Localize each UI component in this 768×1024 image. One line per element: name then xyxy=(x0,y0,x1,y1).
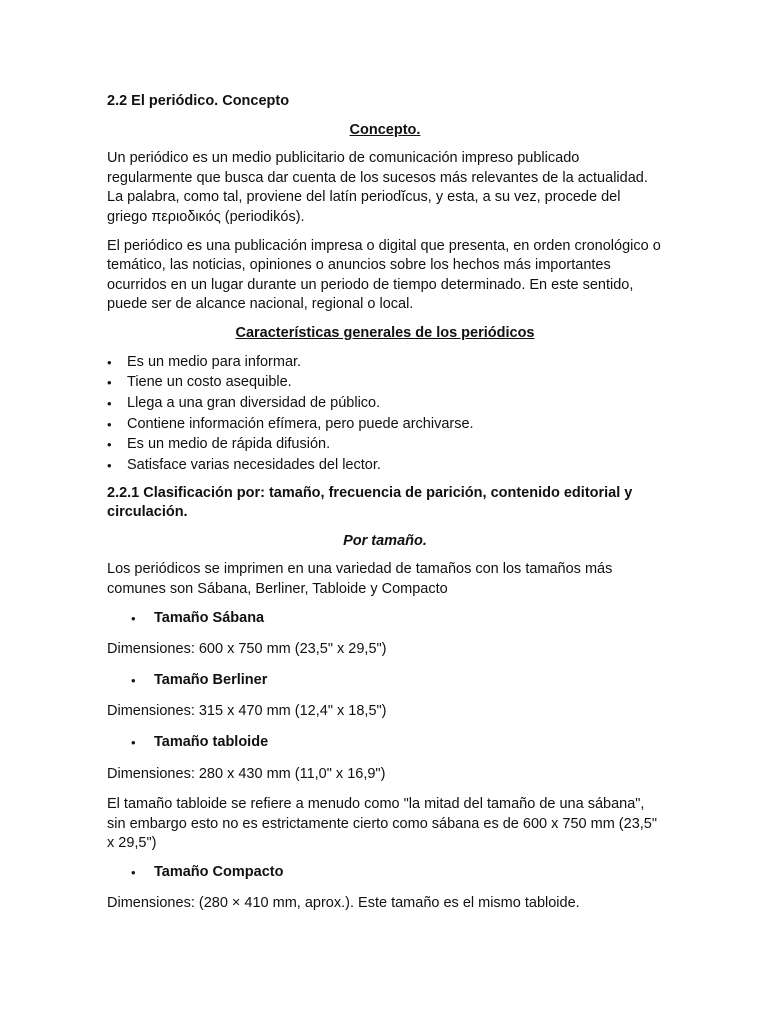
bullet-icon: • xyxy=(107,375,112,391)
size-name: Tamaño Compacto xyxy=(154,863,284,880)
list-item xyxy=(107,435,663,455)
size-name: Tamaño tabloide xyxy=(154,733,269,750)
size-name: Tamaño Sábana xyxy=(154,609,265,626)
list-item-text: Satisface varias necesidades del lector. xyxy=(127,456,381,473)
list-item xyxy=(107,394,663,414)
characteristics-title: Características generales de los periódicos xyxy=(235,324,535,341)
list-item xyxy=(107,415,663,435)
list-item-text: Es un medio de rápida difusión. xyxy=(127,436,331,453)
intro-paragraph-2: El periódico es una publicación impresa o digital que presenta, en orden cronológico o temático, las noticias, opiniones o anuncios sobre los hechos más importantes ocurridos en un lugar durante un periodo de tiempo determinado. En este sentido, puede ser de alcance nacional, regional o local. xyxy=(107,237,661,313)
bullet-icon: • xyxy=(131,864,136,880)
size-tabloide-heading xyxy=(107,733,663,753)
bullet-icon: • xyxy=(131,734,136,750)
intro-paragraph-1: Un periódico es un medio publicitario de comunicación impreso publicado regularmente que busca dar cuenta de los sucesos más relevantes de la actualidad. La palabra, como tal, proviene del latín periodĭcus, y esta, a su vez, procede del griego περιοδικός (periodikós). xyxy=(107,150,648,225)
list-item-text: Contiene información efímera, pero puede archivarse. xyxy=(127,415,474,432)
bullet-icon: • xyxy=(107,416,112,432)
bullet-icon: • xyxy=(107,437,112,453)
bullet-icon: • xyxy=(107,457,112,473)
size-compacto-heading xyxy=(107,863,663,883)
list-item xyxy=(107,353,663,373)
bullet-icon: • xyxy=(131,672,136,688)
list-item-text: Llega a una gran diversidad de público. xyxy=(127,394,381,411)
classification-title: 2.2.1 Clasificación por: tamaño, frecuencia de parición, contenido editorial y circulación. xyxy=(107,484,633,521)
size-berliner-dimensions: Dimensiones: 315 x 470 mm (12,4" x 18,5") xyxy=(107,703,387,720)
size-berliner-heading xyxy=(107,671,663,691)
sizes-intro: Los periódicos se imprimen en una variedad de tamaños con los tamaños más comunes son Sábana, Berliner, Tabloide y Compacto xyxy=(107,561,613,597)
by-size-subtitle: Por tamaño. xyxy=(343,532,427,549)
list-item xyxy=(107,456,663,476)
size-compacto-dimensions: Dimensiones: (280 × 410 mm, aprox.). Este tamaño es el mismo tabloide. xyxy=(107,895,580,912)
bullet-icon: • xyxy=(107,395,112,411)
bullet-icon: • xyxy=(107,354,112,370)
size-sabana-heading xyxy=(107,609,663,629)
bullet-icon: • xyxy=(131,610,136,626)
size-tabloide-note: El tamaño tabloide se refiere a menudo como "la mitad del tamaño de una sábana", sin embargo esto no es estrictamente cierto como sábana es de 600 x 750 mm (23,5" x 29,5") xyxy=(107,796,657,852)
size-tabloide-dimensions: Dimensiones: 280 x 430 mm (11,0" x 16,9") xyxy=(107,765,386,782)
list-item-text: Tiene un costo asequible. xyxy=(127,374,292,391)
size-name: Tamaño Berliner xyxy=(154,671,268,688)
size-sabana-dimensions: Dimensiones: 600 x 750 mm (23,5" x 29,5") xyxy=(107,641,387,658)
section-title: 2.2 El periódico. Concepto xyxy=(107,93,290,109)
list-item-text: Es un medio para informar. xyxy=(127,353,302,370)
characteristics-list xyxy=(107,353,663,476)
document-page xyxy=(107,92,663,925)
list-item xyxy=(107,373,663,393)
concept-title: Concepto. xyxy=(349,121,421,138)
